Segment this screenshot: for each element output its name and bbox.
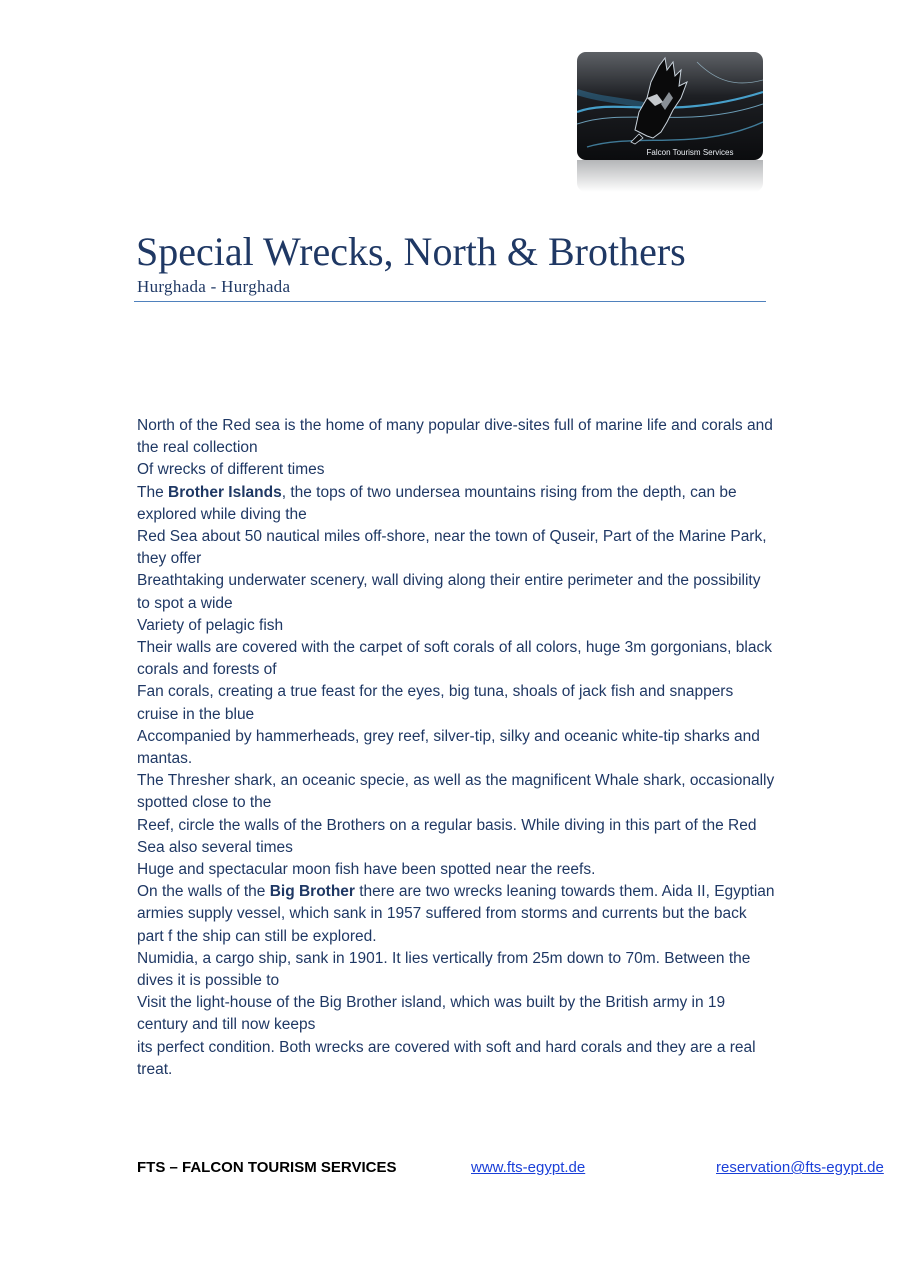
email-link[interactable]: reservation@fts-egypt.de [716,1159,884,1176]
website-link[interactable]: www.fts-egypt.de [471,1159,586,1176]
falcon-icon [577,52,763,160]
bold-term-brother-islands: Brother Islands [168,483,282,501]
bold-term-big-brother: Big Brother [269,883,355,901]
body-text [137,415,777,1081]
paragraph-text: , the tops of two undersea mountains rising from the depth, can be explored while diving the [137,483,737,523]
page-subtitle: Hurghada - Hurghada [137,277,291,296]
page-title: Special Wrecks, North & Brothers [136,229,686,274]
paragraph: Of wrecks of different times [137,461,325,479]
paragraph: North of the Red sea is the home of many popular dive-sites full of marine life and corals and the real collection [137,417,773,457]
paragraph: Breathtaking underwater scenery, wall diving along their entire perimeter and the possibility to spot a wide [137,572,761,612]
paragraph-text: On the walls of the [137,883,270,901]
paragraph-text: The [137,483,169,501]
logo-reflection [577,160,763,192]
paragraph: Their walls are covered with the carpet of soft corals of all colors, huge 3m gorgonians, black corals and forests of [137,639,772,679]
paragraph: Variety of pelagic fish [137,616,284,634]
paragraph-text: there are two wrecks leaning towards them. Aida II, Egyptian armies supply vessel, which sank in 1957 suffered from storms and currents but the back part f the ship can still be explored. [137,883,775,945]
paragraph: Accompanied by hammerheads, grey reef, silver-tip, silky and oceanic white-tip sharks and mantas. [137,727,760,768]
paragraph: Fan corals, creating a true feast for the eyes, big tuna, shoals of jack fish and snappers cruise in the blue [137,683,734,723]
paragraph: The Thresher shark, an oceanic specie, as well as the magnificent Whale shark, occasionally spotted close to the [137,772,775,812]
paragraph: Red Sea about 50 nautical miles off-shore, near the town of Quseir, Part of the Marine Park, they offer [137,528,767,568]
paragraph: Visit the light-house of the Big Brother island, which was built by the British army in 19 century and till now keeps [137,994,726,1034]
title-divider [134,301,766,302]
paragraph: Reef, circle the walls of the Brothers on a regular basis. While diving in this part of the Red Sea also several times [137,816,757,856]
paragraph: Numidia, a cargo ship, sank in 1901. It lies vertically from 25m down to 70m. Between the dives it is possible to [137,949,751,990]
paragraph: its perfect condition. Both wrecks are covered with soft and hard corals and they are a real treat. [137,1038,756,1078]
paragraph [137,881,777,948]
logo-caption: Falcon Tourism Services [646,148,734,157]
logo-card [577,52,763,160]
paragraph [137,482,777,526]
footer-company-name: FTS – FALCON TOURISM SERVICES [137,1159,397,1176]
company-logo [577,52,763,192]
paragraph: Huge and spectacular moon fish have been spotted near the reefs. [137,861,596,879]
